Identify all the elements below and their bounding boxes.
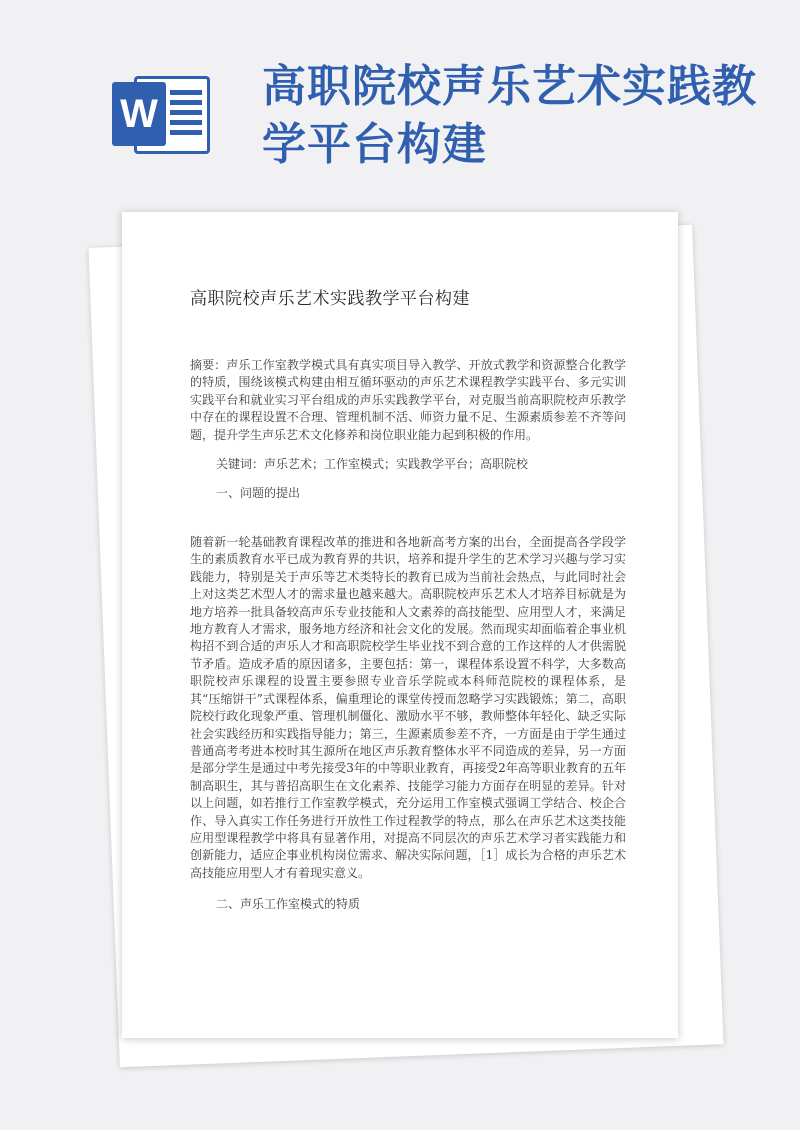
word-badge: W	[112, 82, 166, 146]
document-title: 高职院校声乐艺术实践教学平台构建	[190, 289, 470, 309]
document-page	[122, 212, 678, 1038]
word-app-icon	[112, 72, 212, 156]
page-title: 高职院校声乐艺术实践教学平台构建	[262, 61, 757, 170]
section-heading-2: 二、声乐工作室模式的特质	[216, 897, 361, 912]
section-body-1: 随着新一轮基础教育课程改革的推进和各地新高考方案的出台，全面提高各学段学生的素质教育水平已成为教育界的共识，培养和提升学生的艺术学习兴趣与学习实践能力，特别是关于声乐等艺术类特长的教育已成为当前社会热点，与此同时社会上对这类艺术型人才的需求量也越来越大。高职院校声乐艺术人才培养目标就是为地方培养一批具备较高声乐专业技能和人文素养的高技能型、应用型人才，来满足地方教育人才需求，服务地方经济和社会文化的发展。然而现实却面临着企事业机构招不到合适的声乐人才和高职院校学生毕业找不到合意的工作这样的人才供需脱节矛盾。造成矛盾的原因诸多，主要包括：第一，课程体系设置不科学，大多数高职院校声乐课程的设置主要参照专业音乐学院或本科师范院校的课程体系，是其“压缩饼干”式课程体系，偏重理论的课堂传授而忽略学习实践锻炼；第二，高职院校行政化现象严重、管理机制僵化、激励水平不够，教师整体年轻化、缺乏实际社会实践经历和实践指导能力；第三，生源素质参差不齐，一方面是由于学生通过普通高考考进本校时其生源所在地区声乐教育整体水平不同造成的差异，另一方面是部分学生是通过中考先接受3年的中等职业教育，再接受2年高等职业教育的五年制高职生，其与普招高职生在文化素养、技能学习能力方面存在明显的差异。针对以上问题，如若推行工作室教学模式，充分运用工作室模式强调工学结合、校企合作、导入真实工作任务进行开放性工作过程教学的特点，那么在声乐艺术这类技能应用型课程教学中将具有显著作用，对提高不同层次的声乐艺术学习者实践能力和创新能力，适应企事业机构岗位需求、解决实际问题，［1］成长为合格的声乐艺术高技能应用型人才有着现实意义。	[190, 535, 626, 880]
text-lines-icon	[170, 90, 202, 140]
keywords-line: 关键词：声乐艺术；工作室模式；实践教学平台；高职院校	[216, 457, 529, 472]
section-heading-1: 一、问题的提出	[216, 486, 301, 501]
abstract-paragraph: 摘要：声乐工作室教学模式具有真实项目导入教学、开放式教学和资源整合化教学的特质，围绕该模式构建由相互循环驱动的声乐艺术课程教学实践平台、多元实训实践平台和就业实习平台组成的声乐实践教学平台，对克服当前高职院校声乐教学中存在的课程设置不合理、管理机制不活、师资力量不足、生源素质参差不齐等问题，提升学生声乐艺术文化修养和岗位职业能力起到积极的作用。	[190, 358, 626, 442]
